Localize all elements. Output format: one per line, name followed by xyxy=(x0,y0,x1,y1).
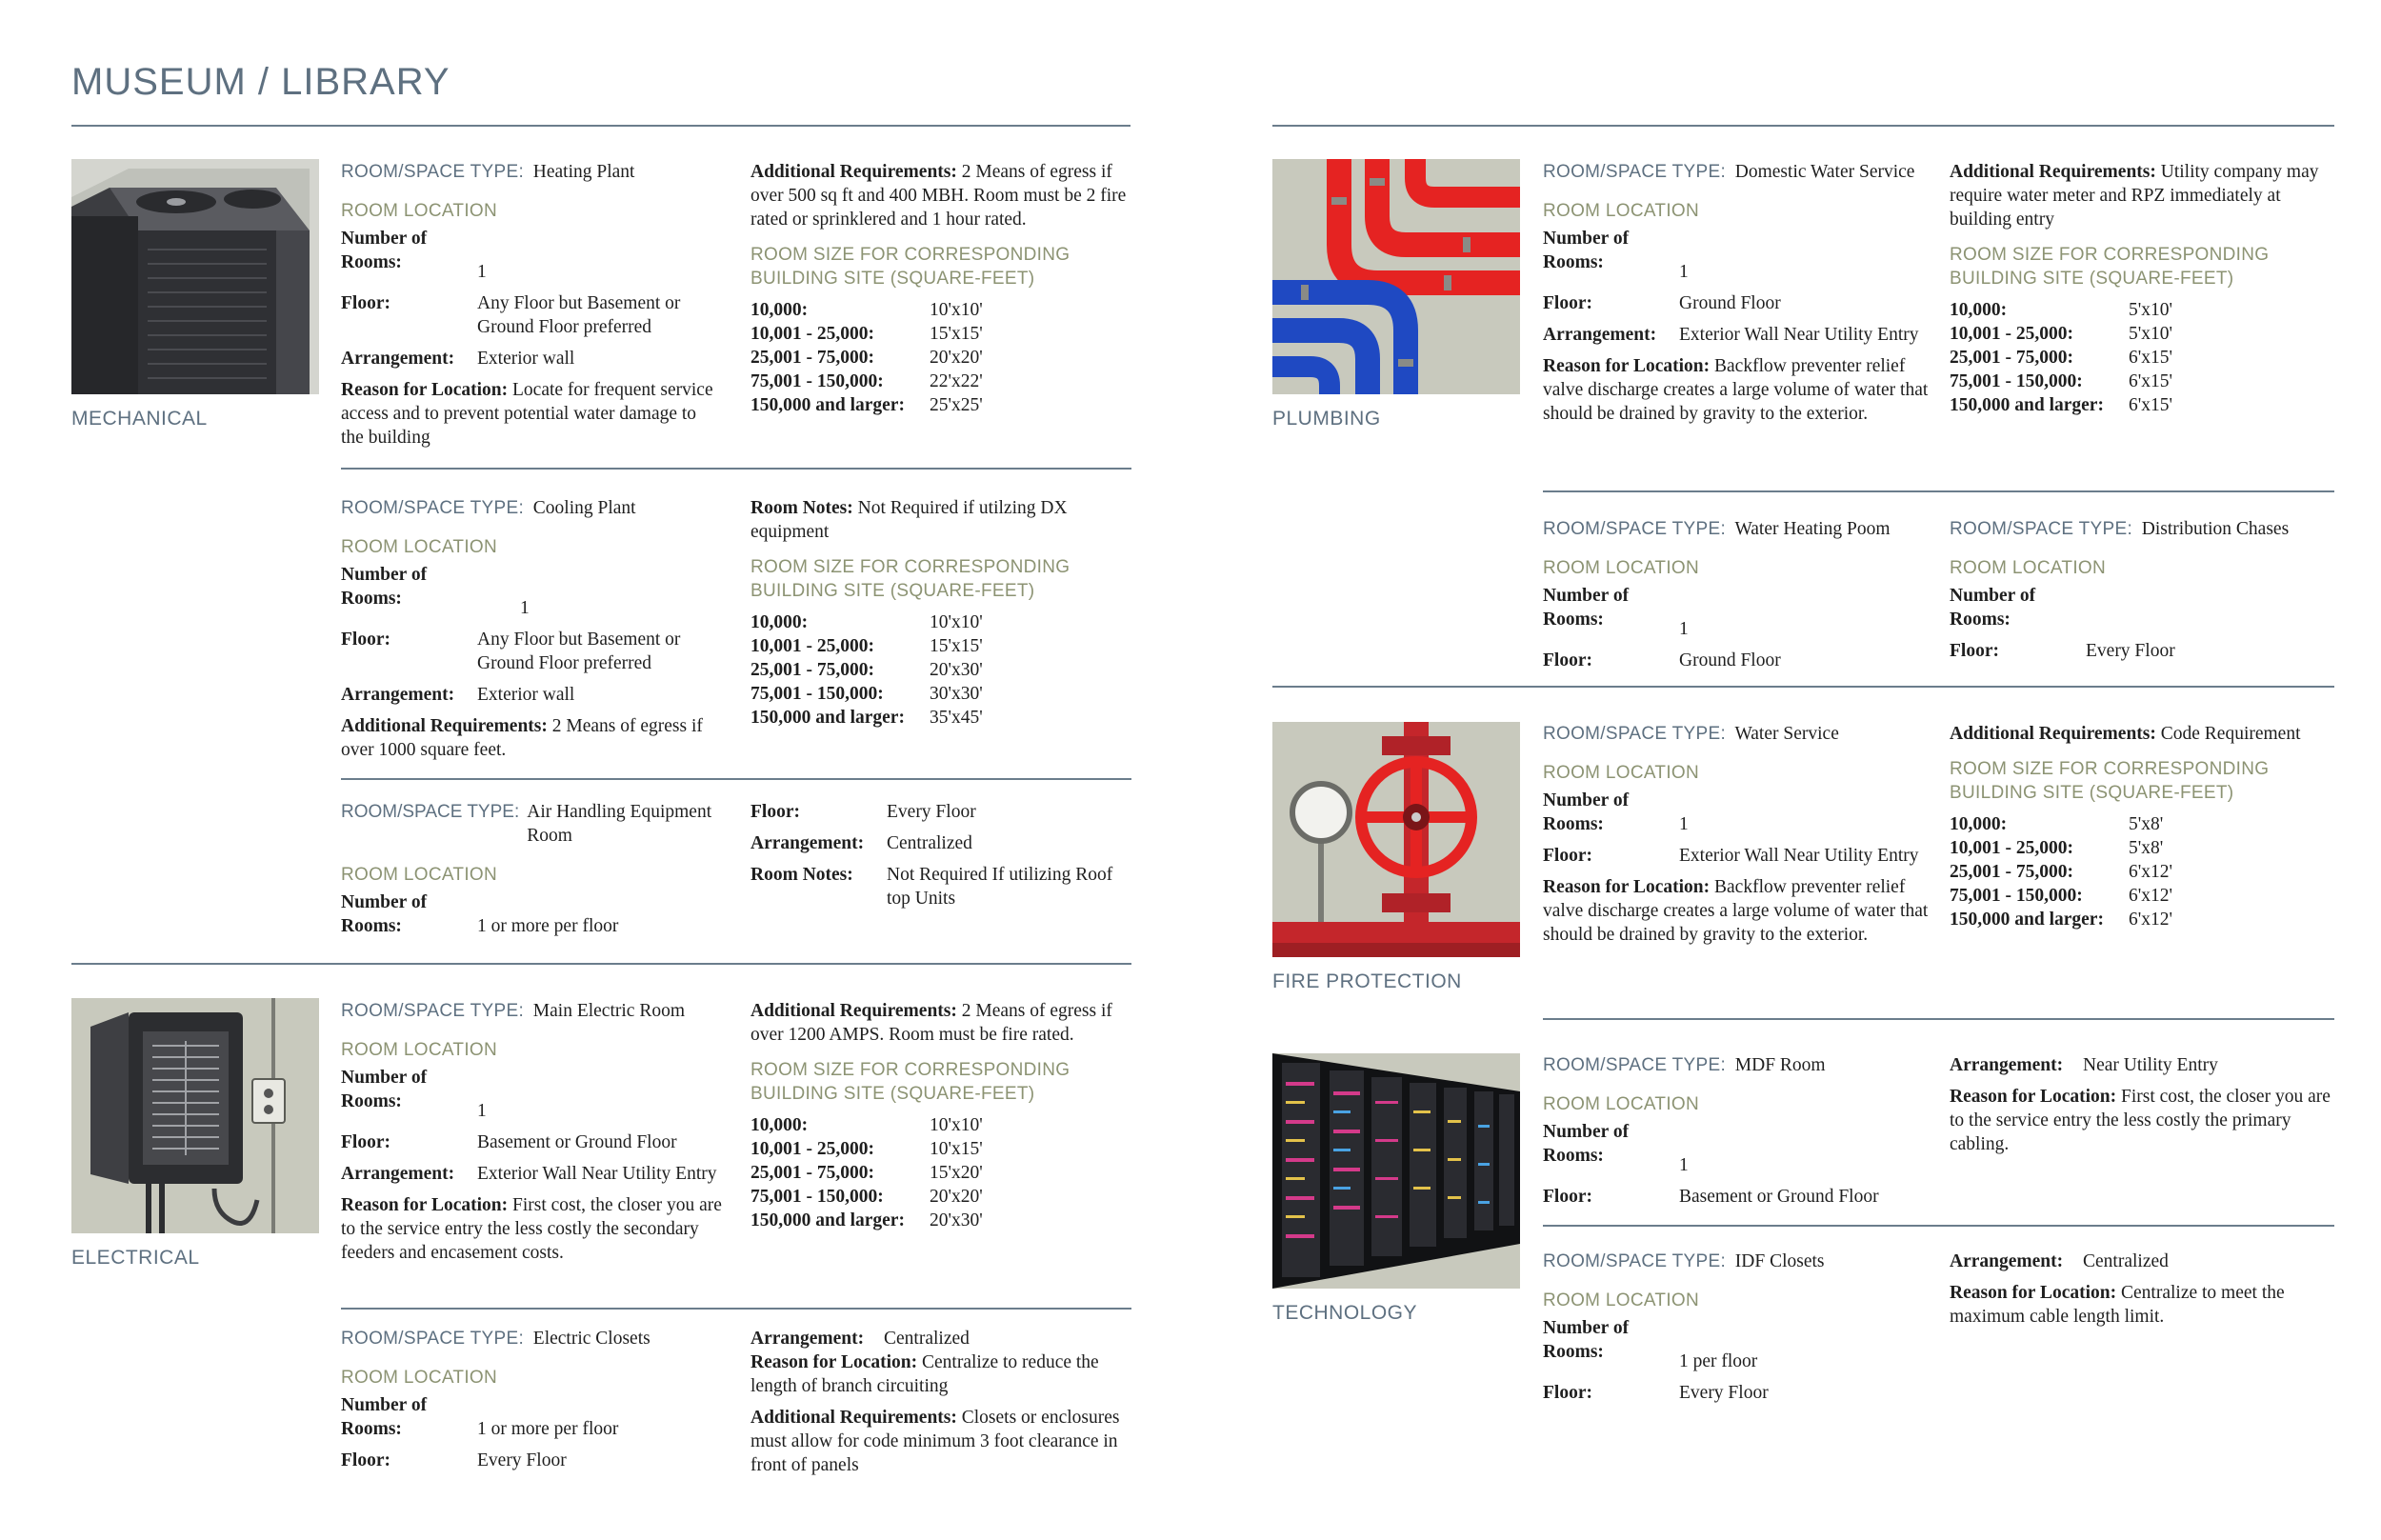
rooms-label: Rooms: xyxy=(341,252,402,272)
divider xyxy=(71,125,1130,127)
size-range: 10,000: xyxy=(750,612,809,632)
room-notes-value: Not Required If utilizing Roof top Units xyxy=(887,865,1113,909)
size-range: 150,000 and larger: xyxy=(1950,395,2104,415)
number-of-label: Number of xyxy=(341,892,428,912)
type-label: ROOM/SPACE TYPE: xyxy=(1543,162,1727,182)
size-range: 75,001 - 150,000: xyxy=(1950,371,2083,391)
number-of-label: Number of xyxy=(1543,1318,1630,1338)
rooms-value: 1 xyxy=(477,1101,487,1121)
type-value: Main Electric Room xyxy=(532,1001,685,1021)
arrangement-value: Exterior wall xyxy=(477,349,575,369)
rooms-label: Rooms: xyxy=(341,916,402,936)
size-value: 10'x10' xyxy=(930,300,983,320)
size-range: 10,001 - 25,000: xyxy=(1950,838,2073,858)
floor-value: Any Floor but Basement or Ground Floor preferred xyxy=(477,630,681,673)
category-label: ELECTRICAL xyxy=(71,1247,200,1269)
size-range: 10,000: xyxy=(1950,814,2008,834)
floor-value: Any Floor but Basement or Ground Floor preferred xyxy=(477,293,681,337)
number-of-label: Number of xyxy=(341,1395,428,1415)
divider xyxy=(341,1308,1131,1310)
size-value: 6'x12' xyxy=(2129,862,2173,882)
domestic-water-left xyxy=(1543,160,1929,426)
size-value: 15'x15' xyxy=(930,636,983,656)
floor-value: Ground Floor xyxy=(1679,650,1781,670)
arrangement-value: Near Utility Entry xyxy=(2083,1055,2218,1075)
additional-value: Closets or enclosures must allow for code minimum 3 foot clearance in front of panels xyxy=(750,1408,1120,1475)
additional-label: Additional Requirements: xyxy=(1950,162,2156,182)
main-electric-right xyxy=(750,999,1136,1232)
room-size-heading-2: BUILDING SITE (SQUARE-FEET) xyxy=(1950,783,2234,803)
size-table xyxy=(750,610,1131,730)
divider xyxy=(1543,490,2334,492)
additional-value: Code Requirement xyxy=(2160,724,2301,744)
reason-value: First cost, the closer you are to the service entry the less costly the secondary feeders and encasement costs. xyxy=(341,1195,722,1263)
divider xyxy=(1272,686,2334,688)
room-size-heading-2: BUILDING SITE (SQUARE-FEET) xyxy=(750,1084,1035,1104)
reason-value: Backflow preventer relief valve discharge creates a large volume of water that should be drained by gravity to the exterior. xyxy=(1543,877,1929,945)
reason-value: Centralize to meet the maximum cable length limit. xyxy=(1950,1283,2285,1327)
arrangement-label: Arrangement: xyxy=(750,833,865,853)
room-location-heading: ROOM LOCATION xyxy=(1543,1094,1699,1114)
size-value: 20'x20' xyxy=(930,1187,983,1207)
room-size-heading-2: BUILDING SITE (SQUARE-FEET) xyxy=(750,581,1035,601)
size-value: 35'x45' xyxy=(930,708,983,728)
size-value: 6'x15' xyxy=(2129,348,2173,368)
water-service-right xyxy=(1950,722,2335,931)
divider xyxy=(341,778,1131,780)
arrangement-label: Arrangement: xyxy=(341,349,455,369)
category-label: PLUMBING xyxy=(1272,408,1381,430)
floor-value: Basement or Ground Floor xyxy=(1679,1187,1879,1207)
floor-value: Every Floor xyxy=(477,1450,567,1470)
additional-value: Utility company may require water meter and RPZ immediately at building entry xyxy=(1950,162,2319,230)
reason-label: Reason for Location: xyxy=(1543,356,1711,376)
domestic-water-right xyxy=(1950,160,2335,417)
room-size-heading: ROOM SIZE FOR CORRESPONDING xyxy=(750,245,1070,265)
type-label: ROOM/SPACE TYPE: xyxy=(341,498,525,518)
rooms-label: Rooms: xyxy=(1543,610,1604,630)
water-heating-block xyxy=(1543,517,1929,672)
arrangement-value: Exterior Wall Near Utility Entry xyxy=(477,1164,717,1184)
number-of-label: Number of xyxy=(1950,586,2036,606)
size-range: 75,001 - 150,000: xyxy=(1950,886,2083,906)
rooms-label: Rooms: xyxy=(1543,252,1604,272)
divider xyxy=(1272,125,2334,127)
type-value: Water Service xyxy=(1734,724,1839,744)
floor-label: Floor: xyxy=(341,1132,390,1152)
arrangement-value: Exterior wall xyxy=(477,685,575,705)
category-label: MECHANICAL xyxy=(71,408,208,430)
additional-label: Additional Requirements: xyxy=(750,1408,957,1428)
number-of-label: Number of xyxy=(1543,790,1630,810)
additional-value: 2 Means of egress if over 1000 square feet. xyxy=(341,716,703,760)
arrangement-label: Arrangement: xyxy=(341,1164,455,1184)
size-range: 150,000 and larger: xyxy=(750,708,905,728)
air-handling-right xyxy=(750,800,1131,910)
room-location-heading: ROOM LOCATION xyxy=(341,1040,497,1060)
size-table xyxy=(1950,298,2335,417)
room-size-heading: ROOM SIZE FOR CORRESPONDING xyxy=(1950,245,2270,265)
size-range: 10,001 - 25,000: xyxy=(750,636,874,656)
rooms-label: Rooms: xyxy=(1543,1146,1604,1166)
arrangement-value: Centralized xyxy=(884,1329,970,1349)
type-value: Domestic Water Service xyxy=(1734,162,1915,182)
size-value: 15'x20' xyxy=(930,1163,983,1183)
size-value: 10'x10' xyxy=(930,1115,983,1135)
floor-value: Every Floor xyxy=(887,802,976,822)
electric-closets-right xyxy=(750,1327,1131,1477)
room-notes-label: Room Notes: xyxy=(750,498,853,518)
heating-plant-right xyxy=(750,160,1131,417)
reason-value: Centralize to reduce the length of branch circuiting xyxy=(750,1352,1099,1396)
rooms-label: Rooms: xyxy=(1543,814,1604,834)
arrangement-label: Arrangement: xyxy=(341,685,455,705)
size-table xyxy=(1950,812,2335,931)
room-size-heading: ROOM SIZE FOR CORRESPONDING xyxy=(750,1060,1070,1080)
rooms-value: 1 xyxy=(477,262,487,282)
room-location-heading: ROOM LOCATION xyxy=(1543,558,1699,578)
size-range: 75,001 - 150,000: xyxy=(750,371,884,391)
room-notes-value: Not Required if utilzing DX equipment xyxy=(750,498,1068,542)
size-value: 5'x8' xyxy=(2129,814,2164,834)
size-value: 10'x10' xyxy=(930,612,983,632)
reason-value: First cost, the closer you are to the service entry the less costly the primary cabling. xyxy=(1950,1087,2331,1154)
reason-value: Backflow preventer relief valve discharge creates a large volume of water that should be drained by gravity to the exterior. xyxy=(1543,356,1929,424)
size-range: 75,001 - 150,000: xyxy=(750,1187,884,1207)
room-notes-label: Room Notes: xyxy=(750,865,853,885)
fire-valve-icon xyxy=(1272,722,1520,957)
water-service-left xyxy=(1543,722,1929,947)
main-electric-left xyxy=(341,999,722,1265)
page-title: MUSEUM / LIBRARY xyxy=(71,61,450,103)
size-value: 30'x30' xyxy=(930,684,983,704)
room-location-heading: ROOM LOCATION xyxy=(1543,201,1699,221)
floor-label: Floor: xyxy=(1543,650,1592,670)
size-range: 10,001 - 25,000: xyxy=(750,324,874,344)
size-range: 25,001 - 75,000: xyxy=(1950,348,2073,368)
mdf-room-left xyxy=(1543,1053,1929,1209)
reason-label: Reason for Location: xyxy=(750,1352,918,1372)
number-of-label: Number of xyxy=(341,565,428,585)
rooms-label: Rooms: xyxy=(1543,1342,1604,1362)
number-of-label: Number of xyxy=(1543,1122,1630,1142)
type-value: MDF Room xyxy=(1734,1055,1826,1075)
size-range: 10,000: xyxy=(750,1115,809,1135)
size-value: 6'x15' xyxy=(2129,371,2173,391)
floor-label: Floor: xyxy=(1543,293,1592,313)
reason-label: Reason for Location: xyxy=(341,380,509,400)
size-range: 25,001 - 75,000: xyxy=(750,1163,874,1183)
floor-label: Floor: xyxy=(341,293,390,313)
reason-label: Reason for Location: xyxy=(1950,1087,2117,1107)
floor-label: Floor: xyxy=(341,630,390,650)
cooling-plant-left xyxy=(341,496,722,762)
type-label: ROOM/SPACE TYPE: xyxy=(341,802,520,822)
room-size-heading-2: BUILDING SITE (SQUARE-FEET) xyxy=(750,269,1035,289)
type-value: Distribution Chases xyxy=(2141,519,2290,539)
arrangement-label: Arrangement: xyxy=(1950,1251,2064,1271)
divider xyxy=(71,963,1131,965)
rooms-value: 1 xyxy=(1679,619,1689,639)
room-location-heading: ROOM LOCATION xyxy=(341,201,497,221)
electrical-panel-icon xyxy=(71,998,319,1233)
size-range: 25,001 - 75,000: xyxy=(750,348,874,368)
reason-label: Reason for Location: xyxy=(1950,1283,2117,1303)
type-value: Water Heating Poom xyxy=(1734,519,1891,539)
room-size-heading: ROOM SIZE FOR CORRESPONDING xyxy=(750,557,1070,577)
size-value: 10'x15' xyxy=(930,1139,983,1159)
reason-label: Reason for Location: xyxy=(341,1195,509,1215)
type-label: ROOM/SPACE TYPE: xyxy=(1950,519,2133,539)
room-location-heading: ROOM LOCATION xyxy=(341,1368,497,1388)
size-range: 150,000 and larger: xyxy=(750,1210,905,1230)
cooling-plant-right xyxy=(750,496,1131,730)
arrangement-value: Exterior Wall Near Utility Entry xyxy=(1679,325,1919,345)
category-label: TECHNOLOGY xyxy=(1272,1302,1418,1324)
arrangement-value: Centralized xyxy=(2083,1251,2169,1271)
rooms-value: 1 or more per floor xyxy=(477,916,619,936)
size-range: 10,000: xyxy=(750,300,809,320)
idf-closets-left xyxy=(1543,1250,1929,1405)
size-value: 5'x10' xyxy=(2129,300,2173,320)
hvac-unit-icon xyxy=(71,159,319,394)
divider xyxy=(1543,1225,2334,1227)
additional-label: Additional Requirements: xyxy=(1950,724,2156,744)
rooms-value: 1 xyxy=(1679,1155,1689,1175)
size-range: 10,000: xyxy=(1950,300,2008,320)
additional-label: Additional Requirements: xyxy=(750,1001,957,1021)
size-value: 6'x12' xyxy=(2129,910,2173,930)
room-location-heading: ROOM LOCATION xyxy=(1543,763,1699,783)
room-location-heading: ROOM LOCATION xyxy=(1543,1290,1699,1310)
number-of-label: Number of xyxy=(341,1068,428,1088)
number-of-label: Number of xyxy=(1543,586,1630,606)
floor-label: Floor: xyxy=(341,1450,390,1470)
air-handling-left xyxy=(341,800,731,938)
distribution-chases-block xyxy=(1950,517,2335,663)
floor-label: Floor: xyxy=(1543,1383,1592,1403)
electric-closets-left xyxy=(341,1327,722,1472)
floor-label: Floor: xyxy=(1950,641,1999,661)
type-value: Cooling Plant xyxy=(532,498,636,518)
size-value: 20'x30' xyxy=(930,1210,983,1230)
size-value: 22'x22' xyxy=(930,371,983,391)
number-of-label: Number of xyxy=(341,229,428,249)
room-size-heading-2: BUILDING SITE (SQUARE-FEET) xyxy=(1950,269,2234,289)
room-location-heading: ROOM LOCATION xyxy=(1950,558,2106,578)
floor-value: Every Floor xyxy=(2086,641,2175,661)
room-size-heading: ROOM SIZE FOR CORRESPONDING xyxy=(1950,759,2270,779)
reason-label: Reason for Location: xyxy=(1543,877,1711,897)
room-location-heading: ROOM LOCATION xyxy=(341,537,497,557)
additional-value: 2 Means of egress if over 500 sq ft and 400 MBH. Room must be 2 fire rated or sprinklered and 1 hour rated. xyxy=(750,162,1127,230)
type-label: ROOM/SPACE TYPE: xyxy=(1543,519,1727,539)
arrangement-value: Centralized xyxy=(887,833,972,853)
size-range: 75,001 - 150,000: xyxy=(750,684,884,704)
rooms-label: Rooms: xyxy=(341,1419,402,1439)
size-range: 10,001 - 25,000: xyxy=(1950,324,2073,344)
additional-value: 2 Means of egress if over 1200 AMPS. Room must be fire rated. xyxy=(750,1001,1112,1045)
size-table xyxy=(750,298,1131,417)
size-range: 25,001 - 75,000: xyxy=(1950,862,2073,882)
floor-value: Exterior Wall Near Utility Entry xyxy=(1679,846,1919,866)
rooms-label: Rooms: xyxy=(1950,610,2011,630)
size-value: 5'x10' xyxy=(2129,324,2173,344)
size-table xyxy=(750,1113,1136,1232)
rooms-value: 1 xyxy=(520,598,530,618)
rooms-value: 1 per floor xyxy=(1679,1351,1758,1371)
category-label: FIRE PROTECTION xyxy=(1272,970,1462,992)
pipes-icon xyxy=(1272,159,1520,394)
number-of-label: Number of xyxy=(1543,229,1630,249)
additional-label: Additional Requirements: xyxy=(750,162,957,182)
idf-closets-right xyxy=(1950,1250,2335,1329)
type-label: ROOM/SPACE TYPE: xyxy=(341,1329,525,1349)
floor-label: Floor: xyxy=(1543,846,1592,866)
size-value: 5'x8' xyxy=(2129,838,2164,858)
arrangement-label: Arrangement: xyxy=(750,1329,865,1349)
size-value: 25'x25' xyxy=(930,395,983,415)
divider xyxy=(1543,1018,2334,1020)
floor-value: Basement or Ground Floor xyxy=(477,1132,677,1152)
type-value: Air Handling Equipment Room xyxy=(527,802,712,846)
size-range: 150,000 and larger: xyxy=(1950,910,2104,930)
type-value: Electric Closets xyxy=(532,1329,650,1349)
type-value: IDF Closets xyxy=(1734,1251,1825,1271)
size-value: 15'x15' xyxy=(930,324,983,344)
size-value: 6'x12' xyxy=(2129,886,2173,906)
mdf-room-right xyxy=(1950,1053,2335,1156)
heating-plant-left xyxy=(341,160,722,450)
size-value: 20'x30' xyxy=(930,660,983,680)
type-label: ROOM/SPACE TYPE: xyxy=(1543,724,1727,744)
size-range: 10,001 - 25,000: xyxy=(750,1139,874,1159)
size-range: 25,001 - 75,000: xyxy=(750,660,874,680)
divider xyxy=(341,468,1131,470)
arrangement-label: Arrangement: xyxy=(1543,325,1657,345)
rooms-label: Rooms: xyxy=(341,1091,402,1111)
additional-label: Additional Requirements: xyxy=(341,716,548,736)
type-label: ROOM/SPACE TYPE: xyxy=(341,1001,525,1021)
rooms-value: 1 xyxy=(1679,262,1689,282)
rooms-label: Rooms: xyxy=(341,589,402,609)
rooms-value: 1 xyxy=(1679,814,1689,834)
floor-label: Floor: xyxy=(1543,1187,1592,1207)
floor-label: Floor: xyxy=(750,802,800,822)
room-location-heading: ROOM LOCATION xyxy=(341,865,497,885)
floor-value: Every Floor xyxy=(1679,1383,1769,1403)
size-value: 6'x15' xyxy=(2129,395,2173,415)
type-label: ROOM/SPACE TYPE: xyxy=(1543,1251,1727,1271)
arrangement-label: Arrangement: xyxy=(1950,1055,2064,1075)
type-label: ROOM/SPACE TYPE: xyxy=(341,162,525,182)
size-value: 20'x20' xyxy=(930,348,983,368)
reason-value: Locate for frequent service access and to prevent potential water damage to the building xyxy=(341,380,713,448)
server-rack-icon xyxy=(1272,1053,1520,1289)
type-label: ROOM/SPACE TYPE: xyxy=(1543,1055,1727,1075)
type-value: Heating Plant xyxy=(532,162,635,182)
size-range: 150,000 and larger: xyxy=(750,395,905,415)
rooms-value: 1 or more per floor xyxy=(477,1419,619,1439)
floor-value: Ground Floor xyxy=(1679,293,1781,313)
